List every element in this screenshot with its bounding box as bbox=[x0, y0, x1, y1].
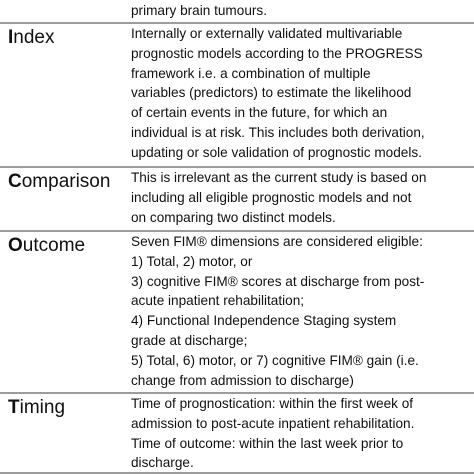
desc-line: of certain events in the future, for which an bbox=[131, 105, 388, 121]
desc-line: 4) Functional Independence Staging system bbox=[131, 313, 397, 329]
row-description-timing bbox=[131, 394, 465, 473]
row-term-comparison bbox=[8, 171, 110, 193]
term-initial: I bbox=[8, 27, 14, 48]
desc-line: This is irrelevant as the current study is based on bbox=[131, 170, 427, 185]
row-description-outcome bbox=[131, 232, 465, 390]
desc-line: Time of prognostication: within the first week of bbox=[131, 396, 414, 411]
desc-line: acute inpatient rehabilitation; bbox=[131, 293, 305, 309]
fragment-line: primary brain tumours. bbox=[131, 3, 267, 18]
desc-line: Time of outcome: within the last week prior to bbox=[131, 435, 404, 451]
desc-line: framework i.e. a combination of multiple bbox=[131, 65, 371, 81]
term-rest: iming bbox=[19, 397, 66, 418]
desc-line: 5) Total, 6) motor, or 7) cognitive FIM® gain (i.e. bbox=[131, 352, 419, 368]
row-description-comparison bbox=[131, 168, 465, 227]
desc-line: individual is at risk. This includes both derivation, bbox=[131, 124, 425, 140]
table-row-comparison bbox=[0, 168, 474, 230]
desc-line: 1) Total, 2) motor, or bbox=[131, 253, 253, 269]
desc-line: admission to post-acute inpatient rehabilitation. bbox=[131, 415, 415, 431]
desc-line: on comparing two distinct models. bbox=[131, 209, 336, 225]
desc-line: grade at discharge; bbox=[131, 332, 248, 348]
term-initial: C bbox=[8, 171, 22, 192]
term-initial: T bbox=[8, 397, 20, 418]
row-term-outcome bbox=[8, 235, 85, 257]
desc-line: Seven FIM® dimensions are considered eligible: bbox=[131, 234, 423, 249]
table-row-index bbox=[0, 24, 474, 166]
desc-line: variables (predictors) to estimate the likelihood bbox=[131, 85, 412, 101]
row-description-index bbox=[131, 24, 465, 163]
term-rest: utcome bbox=[22, 235, 86, 256]
desc-line: prognostic models according to the PROGRESS bbox=[131, 45, 423, 61]
desc-line: discharge. bbox=[131, 455, 194, 471]
row-term-index bbox=[8, 27, 54, 49]
previous-row-fragment bbox=[131, 1, 465, 21]
desc-line: including all eligible prognostic models and not bbox=[131, 189, 412, 205]
table-row-timing bbox=[0, 394, 474, 474]
term-initial: O bbox=[8, 235, 23, 256]
row-term-timing bbox=[8, 397, 65, 419]
desc-line: Internally or externally validated multivariable bbox=[131, 26, 403, 41]
desc-line: updating or sole validation of prognostic models. bbox=[131, 144, 422, 160]
desc-line: change from admission to discharge) bbox=[131, 372, 354, 388]
table-row-outcome bbox=[0, 232, 474, 392]
term-rest: ndex bbox=[13, 27, 55, 48]
desc-line: 3) cognitive FIM® scores at discharge from post- bbox=[131, 273, 425, 289]
term-rest: omparison bbox=[21, 171, 111, 192]
